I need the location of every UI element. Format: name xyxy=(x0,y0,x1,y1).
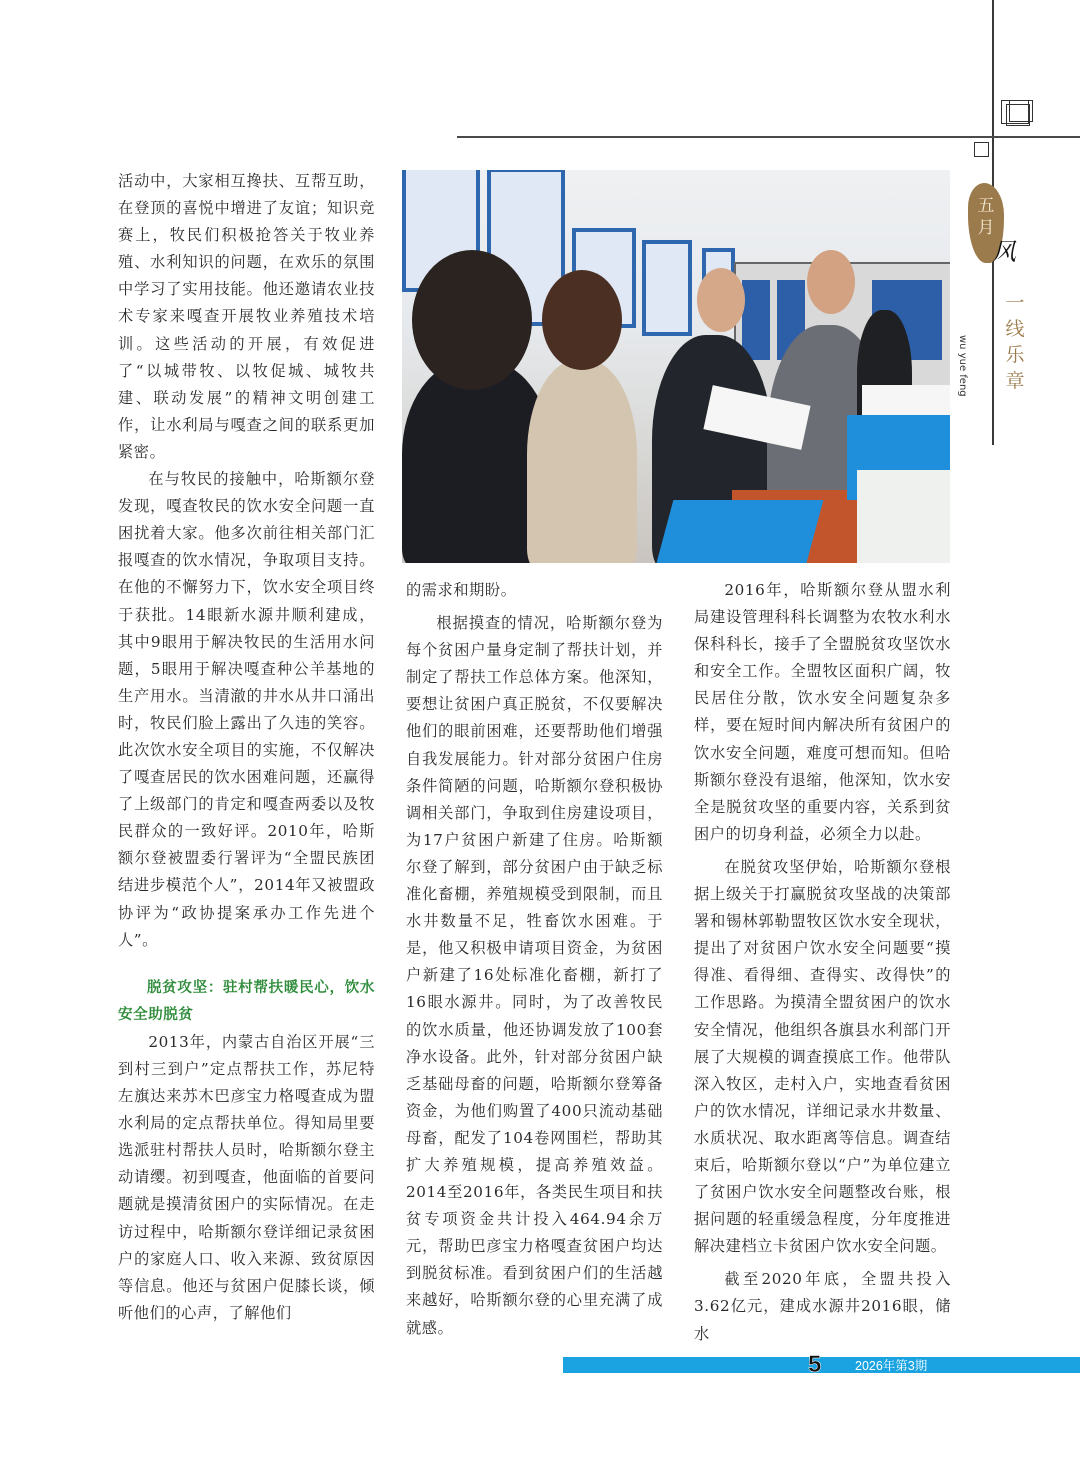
logo-char: 月 xyxy=(977,218,995,238)
wall-poster xyxy=(642,240,692,336)
column-title-char: 章 xyxy=(1005,370,1025,392)
paragraph: 在与牧民的接触中，哈斯额尔登发现，嘎查牧民的饮水安全问题一直困扰着大家。他多次前往相关部门汇报嘎查的饮水情况，争取项目支持。在他的不懈努力下，饮水安全项目终于获批。14眼新水源井顺利建成，其中9眼用于解决牧民的生活用水问题，5眼用于解决嘎查种公羊基地的生产用水。当清澈的井水从井口涌出时，牧民们脸上露出了久违的笑容。此次饮水安全项目的实施，不仅解决了嘎查居民的饮水困难问题，还赢得了上级部门的肯定和嘎查两委以及牧民群众的一致好评。2010年，哈斯额尔登被盟委行署评为“全盟民族团结进步模范个人”，2014年又被盟政协评为“政协提案承办工作先进个人”。 xyxy=(118,470,375,949)
paragraph: 在脱贫攻坚伊始，哈斯额尔登根据上级关于打赢脱贫攻坚战的决策部署和锡林郭勒盟牧区饮水安全现状，提出了对贫困户饮水安全问题要“摸得准、看得细、查得实、改得快”的工作思路。为摸清全盟贫困户的饮水安全情况，他组织各旗县水利部门开展了大规模的调查摸底工作。他带队深入牧区，走村入户，实地查看贫困户的饮水情况，详细记录水井数量、水质状况、取水距离等信息。调查结束后，哈斯额尔登以“户”为单位建立了贫困户饮水安全问题整改台账，根据问题的轻重缓急程度，分年度推进解决建档立卡贫困户饮水安全问题。 xyxy=(694,857,951,1256)
footer-bar xyxy=(563,1357,1080,1373)
person-head xyxy=(807,250,855,314)
article-photo xyxy=(402,170,950,563)
column-title-char: 乐 xyxy=(1005,344,1025,366)
blue-folder xyxy=(655,500,824,563)
paragraph: 的需求和期盼。 xyxy=(406,581,517,599)
column-title xyxy=(1004,290,1026,394)
paragraph: 根据摸查的情况，哈斯额尔登为每个贫困户量身定制了帮扶计划，并制定了帮扶工作总体方案。他深知，要想让贫困户真正脱贫，不仅要解决他们的眼前困难，还要帮助他们增强自我发展能力。针对部分贫困户住房条件简陋的问题，哈斯额尔登积极协调相关部门，争取到住房建设项目，为17户贫困户新建了住房。哈斯额尔登了解到，部分贫困户由于缺乏标准化畜棚，养殖规模受到限制，而且水井数量不足，牲畜饮水困难。于是，他又积极申请项目资金，为贫困户新建了16处标准化畜棚，新打了16眼水源井。同时，为了改善牧民的饮水质量，他还协调发放了100套净水设备。此外，针对部分贫困户缺乏基础母畜的问题，哈斯额尔登筹备资金，为他们购置了400只流动基础母畜，配发了104卷网围栏，帮助其扩大养殖规模，提高养殖效益。2014至2016年，各类民生项目和扶贫专项资金共计投入464.94余万元，帮助巴彦宝力格嘎查贫困户均达到脱贫标准。看到贫困户们的生活越来越好，哈斯额尔登的心里充满了成就感。 xyxy=(406,614,663,1337)
person-woman-coat xyxy=(527,360,637,563)
paragraph: 2016年，哈斯额尔登从盟水利局建设管理科科长调整为农牧水利水保科科长，接手了全盟脱贫攻坚饮水和安全工作。全盟牧区面积广阔，牧民居住分散，饮水安全问题复杂多样，要在短时间内解决所有贫困户的饮水安全问题，难度可想而知。但哈斯额尔登没有退缩，他深知，饮水安全是脱贫攻坚的重要内容，关系到贫困户的切身利益，必须全力以赴。 xyxy=(694,581,951,843)
person-head xyxy=(697,268,745,332)
section-heading: 脱贫攻坚：驻村帮扶暖民心，饮水安全助脱贫 xyxy=(118,979,375,1023)
article-column-1 xyxy=(118,168,375,1327)
logo-char: 五 xyxy=(977,196,995,216)
horizontal-rule xyxy=(457,136,1080,138)
binder xyxy=(742,280,770,360)
column-title-char: 线 xyxy=(1005,318,1025,340)
paragraph: 2013年，内蒙古自治区开展“三到村三到户”定点帮扶工作，苏尼特左旗达来苏木巴彦宝力格嘎查成为盟水利局的定点帮扶单位。得知局里要选派驻村帮扶人员时，哈斯额尔登主动请缨。初到嘎查，他面临的首要问题就是摸清贫困户的实际情况。在走访过程中，哈斯额尔登详细记录贫困户的家庭人口、收入来源、致贫原因等信息。他还与贫困户促膝长谈，倾听他们的心声，了解他们 xyxy=(118,1032,375,1322)
paragraph: 截至2020年底，全盟共投入3.62亿元，建成水源井2016眼，储水 xyxy=(694,1270,951,1343)
magazine-pinyin: wu yue feng xyxy=(957,335,968,397)
person-head xyxy=(542,270,622,370)
square-ornament xyxy=(1009,100,1033,122)
issue-label: 2026年第3期 xyxy=(855,1359,928,1373)
page-number: 5 xyxy=(808,1351,822,1378)
column-title-char: 一 xyxy=(1005,292,1025,314)
person-head xyxy=(412,250,532,390)
document-sheet xyxy=(857,470,950,563)
square-ornament-small xyxy=(974,142,989,157)
article-column-2 xyxy=(406,577,663,1342)
paragraph: 活动中，大家相互搀扶、互帮互助，在登顶的喜悦中增进了友谊；知识竞赛上，牧民们积极抢答关于牧业养殖、水利知识的问题，在欢乐的氛围中学习了实用技能。他还邀请农业技术专家来嘎查开展牧业养殖技术培训。这些活动的开展，有效促进了“以城带牧、以牧促城、城牧共建、联动发展”的精神文明创建工作，让水利局与嘎查之间的联系更加紧密。 xyxy=(118,172,375,461)
logo-char-feng: 风 xyxy=(992,238,1016,266)
article-column-3 xyxy=(694,577,951,1348)
